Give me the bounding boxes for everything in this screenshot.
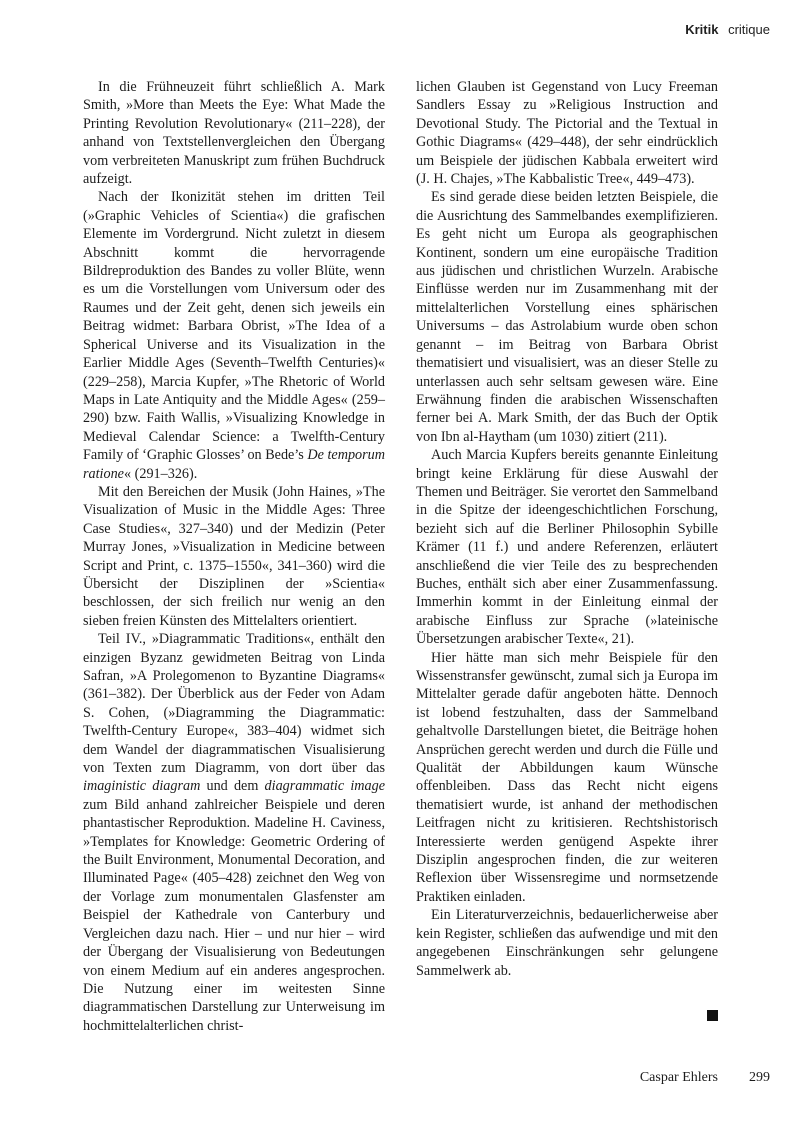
italic-term: imaginistic diagram [83, 778, 201, 795]
page-number: 299 [749, 1070, 770, 1085]
paragraph: Mit den Bereichen der Musik (John Haines, »The Visualization of Music in the Middle Ages: Three Case Studies«, 327–340) und der Medizin (Peter Murray Jones, »Visualization in Medicine between Script and Print, c. 1375–1550«, 341–360) wird die Übersicht der Disziplinen der »Scientia« beschlossen, der sich freilich nur wenig an den sieben freien Künsten des Mittelalters orientiert. [83, 483, 385, 629]
italic-term: diagrammatic image [264, 778, 385, 795]
paragraph-continued: lichen Glauben ist Gegenstand von Lucy Freeman Sandlers Essay zu »Religious Instruction and Devotional Study. The Pictorial and the Textual in Gothic Diagrams« (429–448), der sehr eindrücklich um Beispiele der jüdischen Kabbala erweitert wird (J. H. Chajes, »The Kabbalistic Tree«, 449–473). [416, 79, 718, 188]
text-run: und dem [200, 778, 265, 795]
paragraph: Ein Literaturverzeichnis, bedauerlicherweise aber kein Register, schließen das aufwendige und mit den angegebenen Einschränkungen sehr gelungene Sammelwerk ab. [416, 907, 718, 979]
subsection-label: critique [728, 22, 770, 37]
left-column [83, 78, 385, 1035]
section-label: Kritik [685, 22, 719, 37]
paragraph: Hier hätte man sich mehr Beispiele für den Wissenstransfer gewünscht, zumal sich ja Europa im Mittelalter gerade dafür angeboten hätte. Dennoch ist lobend festzuhalten, dass der Sammelband gehaltvolle Darstellungen bietet, die Beiträge hohen Ansprüchen gerecht werden und durch die Fülle und Qualität der Abbildungen kaum Wünsche offenbleiben. Dass das Recht nicht eigens thematisiert wurde, ist anhand der methodischen Leitfragen nicht zu kritisieren. Rechtshistorisch Interessierte werden genügend Aspekte ihrer Disziplin angesprochen finden, die zur weiteren Reflexion über Wissensregime und normsetzende Praktiken einladen. [416, 649, 718, 905]
running-header [685, 22, 770, 37]
text-run: « (291–326). [123, 465, 198, 482]
text-run: Nach der Ikonizität stehen im dritten Teil (»Graphic Vehicles of Scientia«) die grafischen Elemente im Vordergrund. Nicht zuletzt in diesem Abschnitt kommt die hervorragende Bildreproduktion des Bandes zu voller Blüte, wenn es um die Vorstellungen vom Universum oder des Raumes und der Zeit geht, denen sich jeweils ein Beitrag widmet: Barbara Obrist, »The Idea of a Spherical Universe and its Visualization in the Earlier Middle Ages (Seventh–Twelfth Centuries)« (229–258), Marcia Kupfer, »The Rhetoric of World Maps in Late Antiquity and the Middle Ages« (259–290) bzw. Faith Wallis, »Visualizing Knowledge in Medieval Calendar Science: a Twelfth-Century Family of ‘Graphic Glosses’ on Bede’s [83, 189, 385, 464]
right-column [416, 78, 718, 980]
text-run: Teil IV., »Diagrammatic Traditions«, enthält den einzigen Byzanz gewidmeten Beitrag von Linda Safran, »A Prolegomenon to Byzantine Diagrams« (361–382). Der Überblick aus der Feder von Adam S. Cohen, (»Diagramming the Diagrammatic: Twelfth-Century Europe«, 383–404) widmet sich dem Wandel der diagrammatischen Visualisierung von Texten zum Diagramm, von dort über das [83, 631, 385, 777]
paragraph [83, 630, 385, 1035]
end-of-article-square-icon [707, 1010, 718, 1021]
author-name: Caspar Ehlers [639, 1070, 718, 1085]
paragraph: In die Frühneuzeit führt schließlich A. Mark Smith, »More than Meets the Eye: What Made the Printing Revolution Revolutionary« (211–228), der anhand von Textstellenvergleichen den Übergang vom verbreiteten Manuskript zum frühen Buchdruck aufzeigt. [83, 79, 385, 188]
paragraph: Es sind gerade diese beiden letzten Beispiele, die die Ausrichtung des Sammelbandes exemplifizieren. Es geht nicht um Europa als geographischen Kontinent, sondern um eine europäische Tradition aus jüdischen und christlichen Wurzeln. Arabische Einflüsse werden nur im Zusammenhang mit der mittelalterlichen Vorstellung eines sphärischen Universums – das Astrolabium wurde oben schon genannt – im Beitrag von Barbara Obrist thematisiert und visualisiert, was an dieser Stelle zu unterlassen auch sehr seltsam gewesen wäre. Eine Erwähnung finden die arabischen Wissenschaften ferner bei A. Mark Smith, der das Buch der Optik von Ibn al-Haytham (um 1030) zitiert (211). [416, 189, 718, 445]
paragraph: Auch Marcia Kupfers bereits genannte Einleitung bringt keine Erklärung für diese Auswahl der Themen und Beiträger. Sie verortet den Sammelband in die Spitze der ideengeschichtlichen Forschung, bezieht sich auf die Berliner Philosophin Sybille Krämer (11 f.) und andere Referenzen, erläutert anschließend die vier Teile des zu besprechenden Buches, enthält sich aber einer Zusammenfassung. Immerhin kommt in der Einleitung einmal der arabische Einfluss zur Sprache (»lateinische Übersetzungen arabischer Texte«, 21). [416, 447, 718, 648]
italic-title: De temporum ratione [83, 447, 385, 482]
text-run: zum Bild anhand zahlreicher Beispiele und deren phantastischer Reproduktion. Madeline H. Caviness, »Templates for Knowledge: Geometric Ordering of the Built Environment, Monumental Decoration, and Illuminated Page« (405–428) zeichnet den Weg von der Vorlage zum monumentalen Glasfenster am Beispiel der Kathedrale von Canterbury und Vergleichen dazu nach. Hier – und nur hier – wird der Übergang der Visualisierung von Bedeutungen von einem Medium auf ein anderes angesprochen. Die Nutzung einer im weitesten Sinne diagrammatischen Darstellung zur Unterweisung im hochmittelalterlichen christ- [83, 796, 385, 1034]
paragraph [83, 188, 385, 483]
